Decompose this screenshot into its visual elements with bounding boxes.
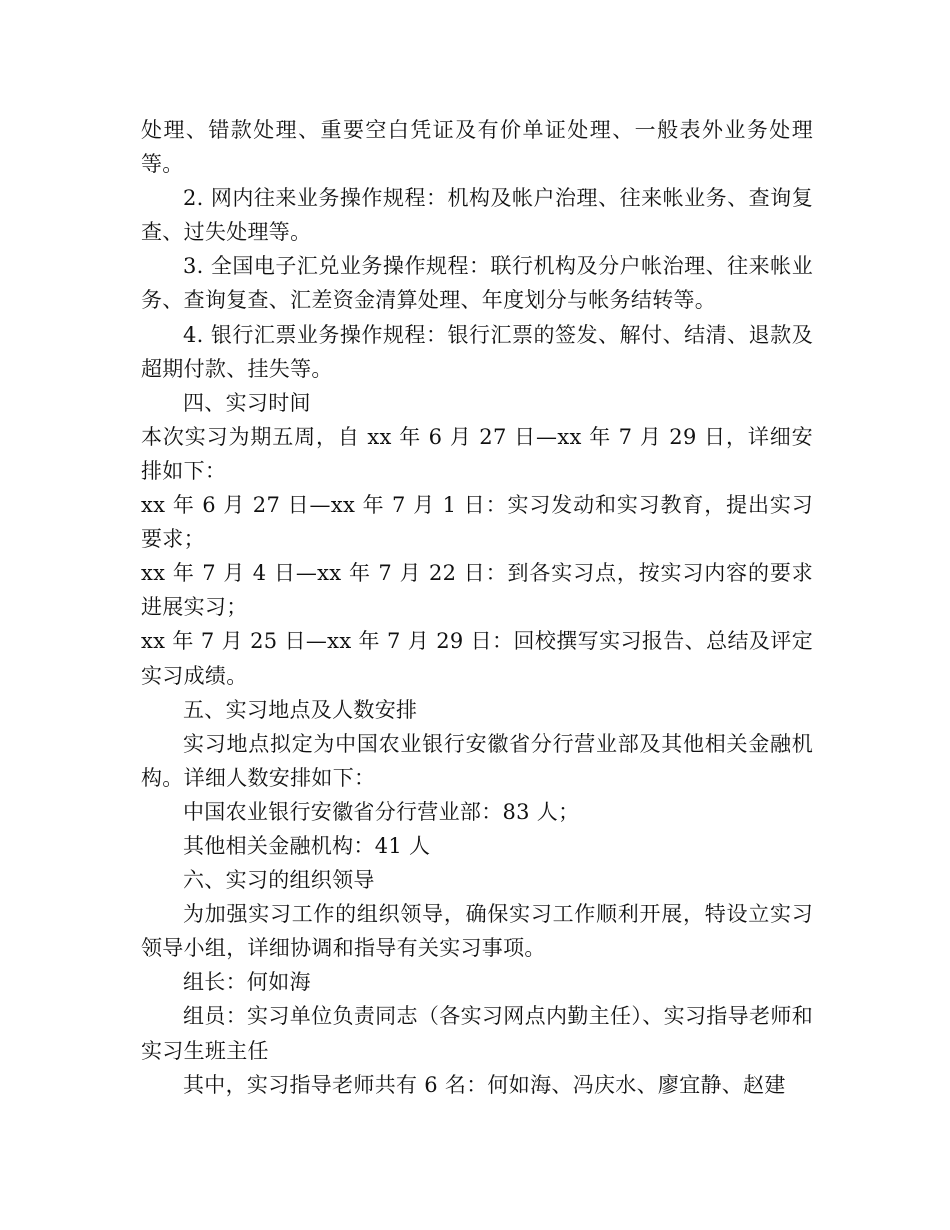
- section-heading-internship-time: 四、实习时间: [183, 390, 311, 415]
- section-heading-organization: 六、实习的组织领导: [183, 868, 375, 893]
- paragraph-2: 2. 网内往来业务操作规程：机构及帐户治理、往来帐业务、查询复查、过失处理等。: [141, 186, 813, 245]
- paragraph-1: 处理、错款处理、重要空白凭证及有价单证处理、一般表外业务处理等。: [141, 118, 813, 177]
- headcount-item-2: 其他相关金融机构：41 人: [183, 833, 431, 858]
- schedule-item-2: xx 年 7 月 4 日—xx 年 7 月 22 日：到各实习点，按实习内容的要求进展实习；: [141, 561, 813, 620]
- schedule-item-1: xx 年 6 月 27 日—xx 年 7 月 1 日：实习发动和实习教育，提出实习要求；: [141, 493, 813, 552]
- paragraph-4: 4. 银行汇票业务操作规程：银行汇票的签发、解付、结清、退款及超期付款、挂失等。: [141, 322, 813, 381]
- paragraph-18: 其中，实习指导老师共有 6 名：何如海、冯庆水、廖宜静、赵建: [183, 1072, 786, 1097]
- section-heading-location: 五、实习地点及人数安排: [183, 697, 418, 722]
- schedule-item-3: xx 年 7 月 25 日—xx 年 7 月 29 日：回校撰写实习报告、总结及评定实习成绩。: [141, 629, 813, 688]
- paragraph-15: 为加强实习工作的组织领导，确保实习工作顺利开展，特设立实习领导小组，详细协调和指导有关实习事项。: [141, 902, 813, 961]
- paragraph-3: 3. 全国电子汇兑业务操作规程：联行机构及分户帐治理、往来帐业务、查询复查、汇差资金清算处理、年度划分与帐务结转等。: [141, 254, 813, 313]
- group-leader: 组长：何如海: [183, 970, 311, 995]
- headcount-item-1: 中国农业银行安徽省分行营业部：83 人；: [183, 799, 580, 824]
- document-body: [141, 113, 813, 1102]
- group-members: 组员：实习单位负责同志（各实习网点内勤主任）、实习指导老师和实习生班主任: [141, 1004, 813, 1063]
- paragraph-6: 本次实习为期五周，自 xx 年 6 月 27 日—xx 年 7 月 29 日，详细安排如下：: [141, 424, 813, 483]
- paragraph-11: 实习地点拟定为中国农业银行安徽省分行营业部及其他相关金融机构。详细人数安排如下：: [141, 731, 813, 790]
